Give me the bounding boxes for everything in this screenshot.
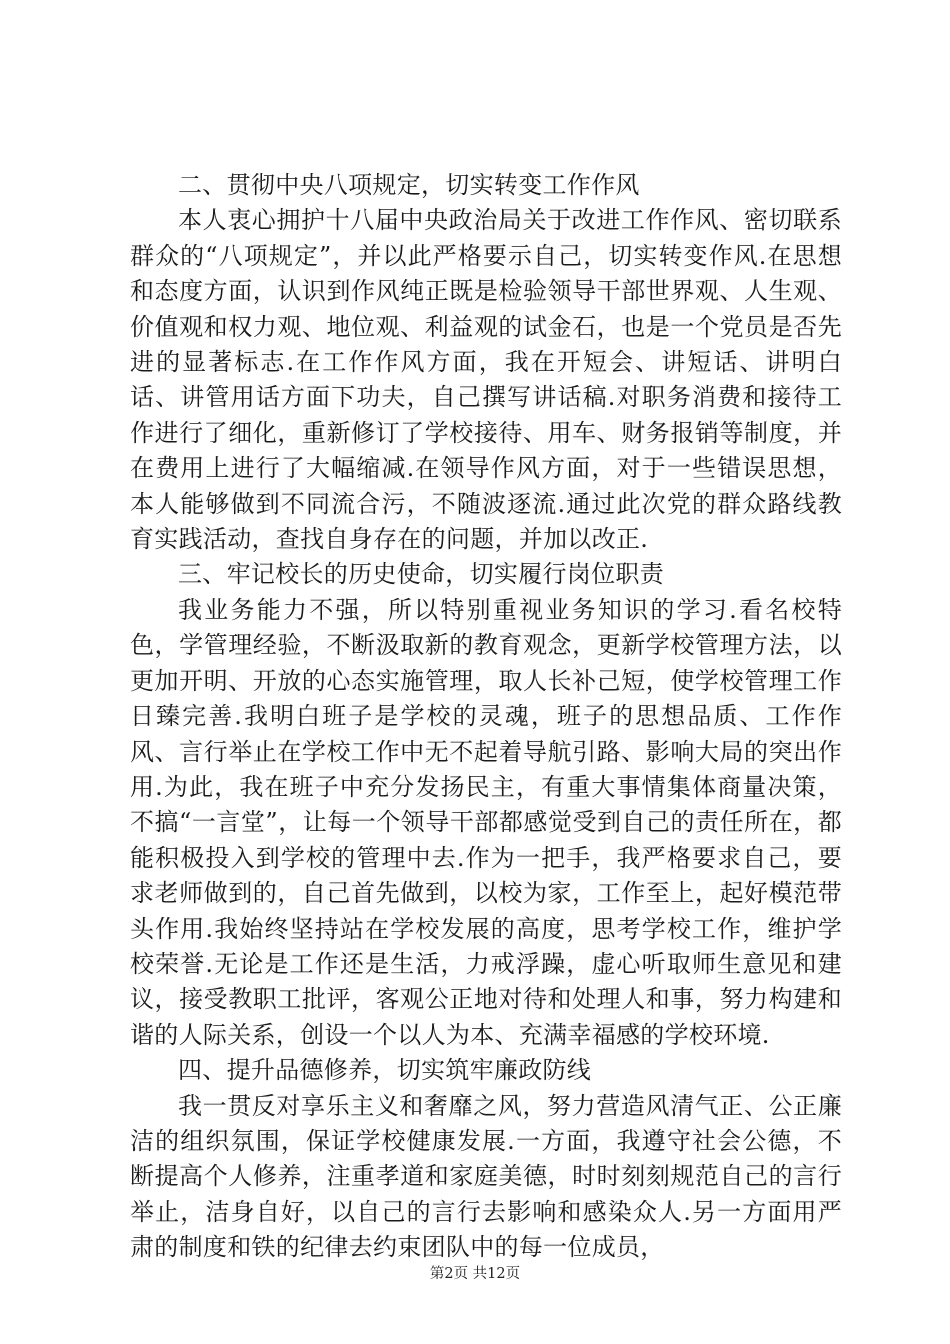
page-number-footer: 第2页 共12页 — [429, 1266, 521, 1282]
section-heading: 三、牢记校长的历史使命，切实履行岗位职责 — [178, 560, 664, 589]
section-paragraph: 我业务能力不强，所以特别重视业务知识的学习.看名校特色，学管理经验，不断汲取新的教育观念，更新学校管理方法，以更加开明、开放的心态实施管理，取人长补己短，使学校管理工作日臻完善.我明白班子是学校的灵魂，班子的思想品质、工作作风、言行举止在学校工作中无不起着导航引路、影响大局的突出作用.为此，我在班子中充分发扬民主，有重大事情集体商量决策，不搞“一言堂”，让每一个领导干部都感觉受到自己的责任所在，都能积极投入到学校的管理中去.作为一把手，我严格要求自己，要求老师做到的，自己首先做到，以校为家，工作至上，起好模范带头作用.我始终坚持站在学校发展的高度，思考学校工作，维护学校荣誉.无论是工作还是生活，力戒浮躁，虚心听取师生意见和建议，接受教职工批评，客观公正地对待和处理人和事，努力构建和谐的人际关系，创设一个以人为本、充满幸福感的学校环境. — [130, 595, 842, 1049]
section-heading: 四、提升品德修养，切实筑牢廉政防线 — [178, 1056, 592, 1085]
document-body — [130, 168, 842, 1266]
section-paragraph: 我一贯反对享乐主义和奢靡之风，努力营造风清气正、公正廉洁的组织氛围，保证学校健康发展.一方面，我遵守社会公德，不断提高个人修养，注重孝道和家庭美德，时时刻刻规范自己的言行举止，洁身自好，以自己的言行去影响和感染众人.另一方面用严肃的制度和铁的纪律去约束团队中的每一位成员， — [130, 1091, 842, 1262]
section-paragraph: 本人衷心拥护十八届中央政治局关于改进工作作风、密切联系群众的“八项规定”，并以此严格要示自己，切实转变作风.在思想和态度方面，认识到作风纯正既是检验领导干部世界观、人生观、价值观和权力观、地位观、利益观的试金石，也是一个党员是否先进的显著标志.在工作作风方面，我在开短会、讲短话、讲明白话、讲管用话方面下功夫，自己撰写讲话稿.对职务消费和接待工作进行了细化，重新修订了学校接待、用车、财务报销等制度，并在费用上进行了大幅缩减.在领导作风方面，对于一些错误思想，本人能够做到不同流合污，不随波逐流.通过此次党的群众路线教育实践活动，查找自身存在的问题，并加以改正. — [130, 206, 842, 554]
section-heading: 二、贯彻中央八项规定，切实转变工作作风 — [178, 171, 640, 199]
